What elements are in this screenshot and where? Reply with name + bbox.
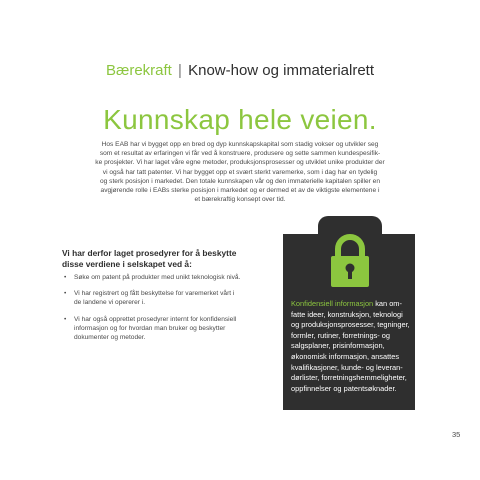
infobox-text	[291, 299, 411, 394]
infobox-line: og produksjonsprosesser, tegninger,	[291, 320, 410, 330]
bullet: •	[64, 274, 67, 281]
list-item-line: Vi har registrert og fått beskyttelse for varemerket vårt i	[74, 290, 235, 298]
intro-line: avgjørende rolle i EABs sterke posisjon i markedet og er dermed et av de viktigste elementene i	[100, 187, 380, 195]
infobox-line: dørlister, forretningshemmeligheter,	[291, 373, 407, 383]
list-item-line: informasjon og for hvordan man bruker og beskytter	[74, 324, 226, 332]
procedures-heading-line: Vi har derfor laget prosedyrer for å beskytte	[62, 248, 237, 258]
infobox-line: økonomisk informasjon, ansattes	[291, 351, 400, 361]
bullet: •	[64, 290, 67, 298]
list-item	[62, 289, 277, 307]
infobox-highlight: Konfidensiell informasjon	[291, 299, 374, 308]
infobox-line: oppfinnelser og patentsøknader.	[291, 383, 397, 393]
intro-paragraph	[62, 140, 418, 204]
header-separator: |	[178, 62, 182, 79]
list-item-line: Vi har også opprettet prosedyrer internt for konfidensiell	[74, 315, 237, 323]
list-item-line: Søke om patent på produkter med unikt teknologisk nivå.	[74, 274, 241, 281]
infobox-line: fatte ideer, konstruksjon, teknologi	[291, 309, 403, 319]
page-heading: Kunnskap hele veien.	[103, 104, 377, 135]
list-item	[62, 273, 277, 282]
procedures-section	[62, 248, 277, 349]
header-title: Know-how og immaterialrett	[188, 62, 374, 79]
list-item-line: dokumenter og metoder.	[74, 334, 146, 342]
list-item	[62, 315, 277, 343]
page-number: 35	[452, 430, 461, 439]
infobox-line: kan om-	[373, 299, 402, 308]
intro-line: og sterk posisjon i markedet. Den totale kunnskapen vår og den immaterielle kapitalen spiller en	[99, 177, 381, 185]
procedures-list	[62, 273, 277, 342]
procedures-heading	[62, 248, 277, 269]
list-item-line: de landene vi opererer i.	[74, 299, 146, 307]
infobox-line: salgsplaner, prisinformasjon,	[291, 341, 385, 351]
section-label: Bærekraft	[105, 62, 172, 79]
intro-line: Hos EAB har vi bygget opp en bred og dyp kunnskapskapital som stadig vokser og utvikler seg	[101, 141, 379, 148]
procedures-heading-line: disse verdiene i selskapet ved å:	[62, 258, 192, 269]
infobox-line: formler, rutiner, forretnings- og	[291, 330, 390, 340]
page-header	[0, 62, 480, 79]
infobox-line: kvalifikasjoner, kunde- og leveran-	[291, 362, 403, 372]
bullet: •	[64, 315, 67, 323]
intro-line: vi også har tatt patenter. Vi har bygget opp et svært sterkt varemerke, som i dag har en tydelig	[102, 168, 378, 176]
lock-icon	[328, 233, 372, 294]
intro-line: et bærekraftig konsept over tid.	[194, 196, 286, 204]
intro-line: ke prosjekter. Vi har laget våre egne metoder, produksjonsprosesser og utviklet unike produkter der	[95, 159, 385, 167]
intro-line: som et resultat av erfaringen vi får ved å konstruere, produsere og sette sammen kundespesifik-	[99, 150, 381, 158]
